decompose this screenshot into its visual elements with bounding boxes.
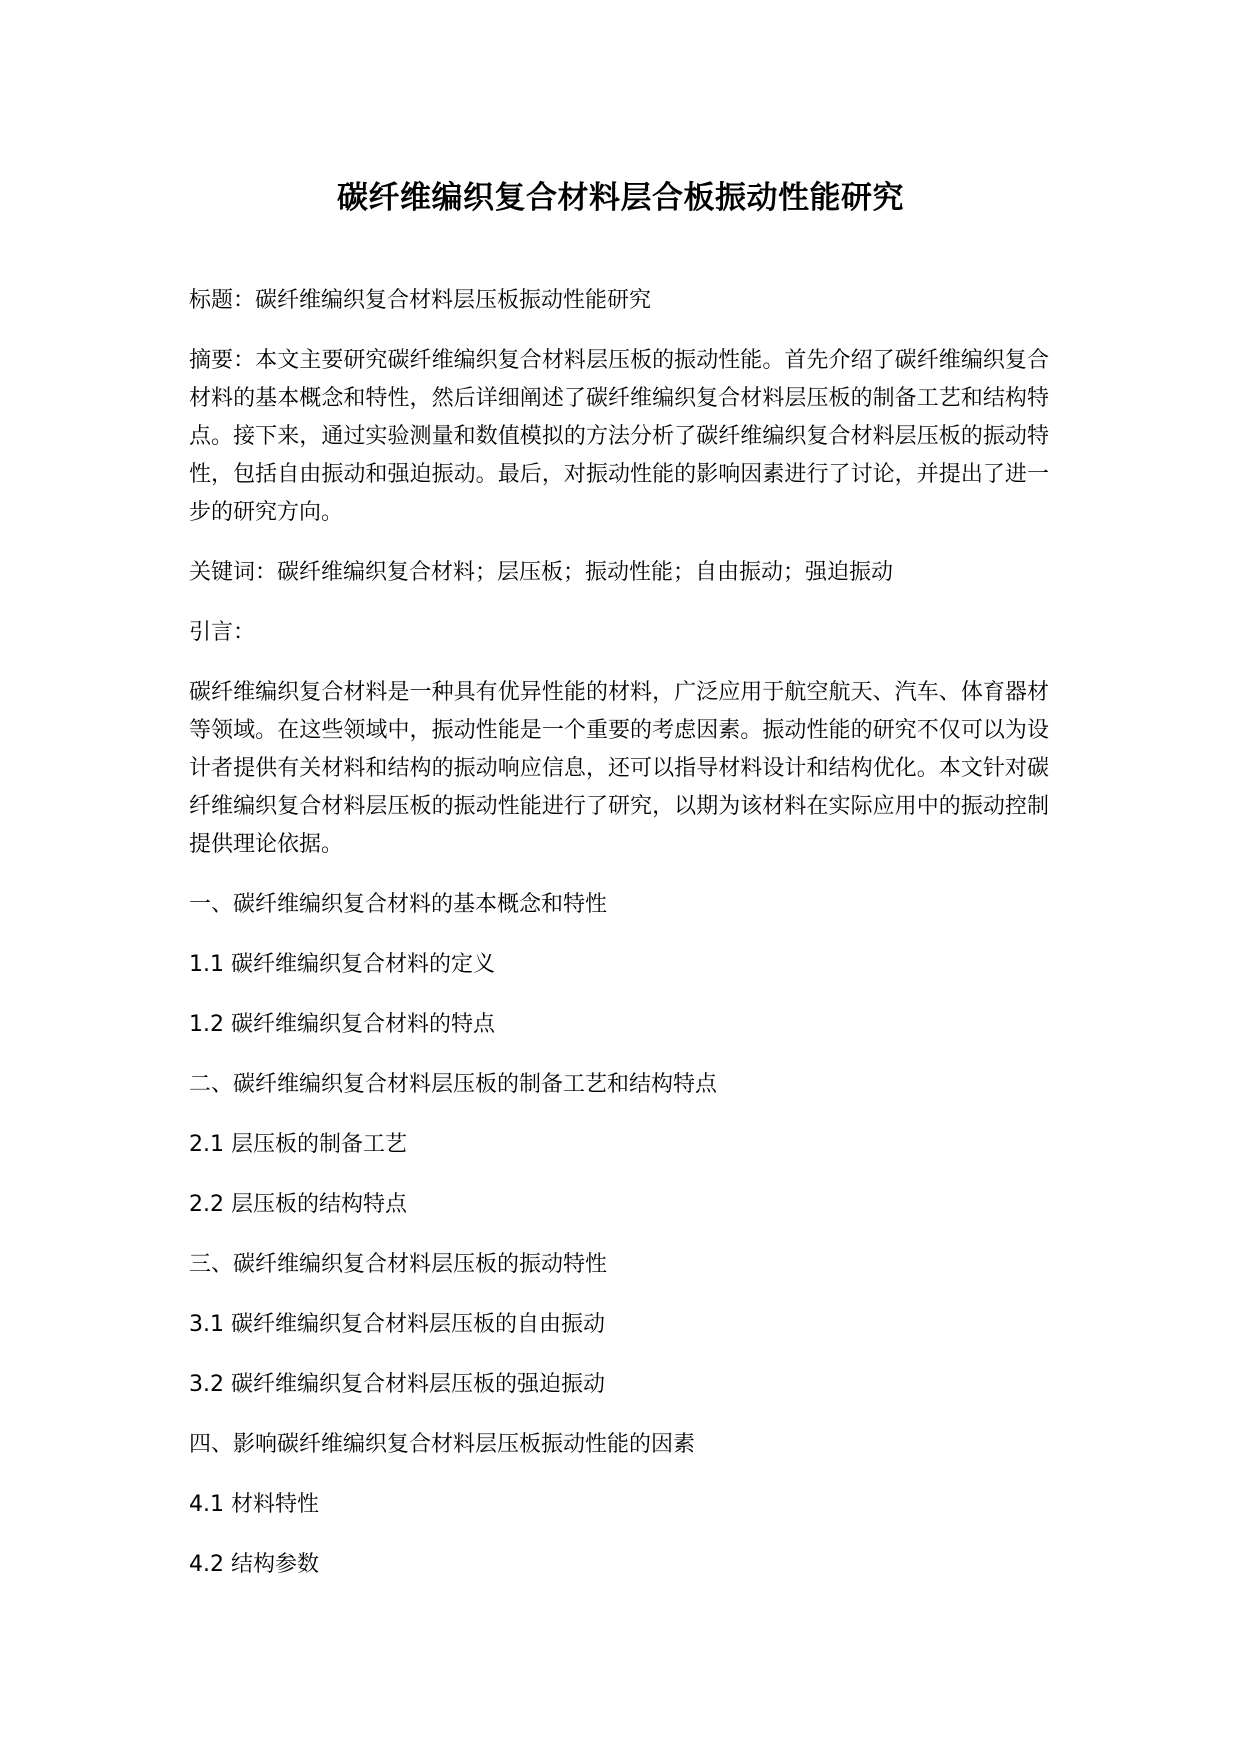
subsection-heading-1-2: 1.2 碳纤维编织复合材料的特点 — [189, 1012, 495, 1037]
intro-label: 引言： — [189, 620, 256, 645]
keywords-line: 关键词：碳纤维编织复合材料；层压板；振动性能；自由振动；强迫振动 — [189, 560, 894, 585]
document-body — [189, 282, 1049, 1606]
subsection-heading-2-1: 2.1 层压板的制备工艺 — [189, 1132, 407, 1157]
subsection-heading-3-2: 3.2 碳纤维编织复合材料层压板的强迫振动 — [189, 1372, 605, 1397]
subsection-heading-4-1: 4.1 材料特性 — [189, 1492, 319, 1517]
intro-paragraph: 碳纤维编织复合材料是一种具有优异性能的材料，广泛应用于航空航天、汽车、体育器材等领域。在这些领域中，振动性能是一个重要的考虑因素。振动性能的研究不仅可以为设计者提供有关材料和结构的振动响应信息，还可以指导材料设计和结构优化。本文针对碳纤维编织复合材料层压板的振动性能进行了研究，以期为该材料在实际应用中的振动控制提供理论依据。 — [189, 680, 1049, 857]
subsection-heading-4-2: 4.2 结构参数 — [189, 1552, 319, 1577]
section-heading-1: 一、碳纤维编织复合材料的基本概念和特性 — [189, 892, 608, 917]
section-heading-3: 三、碳纤维编织复合材料层压板的振动特性 — [189, 1252, 608, 1277]
section-heading-4: 四、影响碳纤维编织复合材料层压板振动性能的因素 — [189, 1432, 696, 1457]
subsection-heading-1-1: 1.1 碳纤维编织复合材料的定义 — [189, 952, 495, 977]
document-title: 碳纤维编织复合材料层合板振动性能研究 — [337, 180, 904, 216]
subsection-heading-3-1: 3.1 碳纤维编织复合材料层压板的自由振动 — [189, 1312, 605, 1337]
section-heading-2: 二、碳纤维编织复合材料层压板的制备工艺和结构特点 — [189, 1072, 718, 1097]
abstract-paragraph: 摘要：本文主要研究碳纤维编织复合材料层压板的振动性能。首先介绍了碳纤维编织复合材料的基本概念和特性，然后详细阐述了碳纤维编织复合材料层压板的制备工艺和结构特点。接下来，通过实验测量和数值模拟的方法分析了碳纤维编织复合材料层压板的振动特性，包括自由振动和强迫振动。最后，对振动性能的影响因素进行了讨论，并提出了进一步的研究方向。 — [189, 348, 1049, 525]
subsection-heading-2-2: 2.2 层压板的结构特点 — [189, 1192, 407, 1217]
subject-line: 标题：碳纤维编织复合材料层压板振动性能研究 — [189, 288, 652, 313]
